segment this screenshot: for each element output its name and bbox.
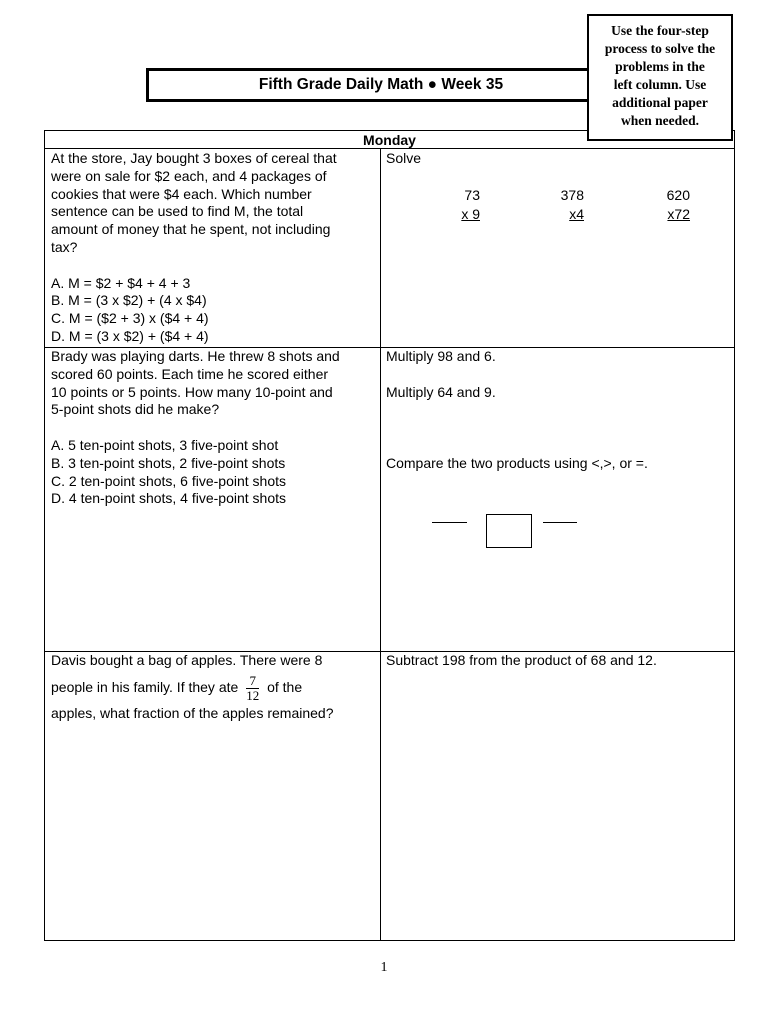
subtract-instruction: Subtract 198 from the product of 68 and 12. <box>386 652 657 668</box>
answer-blank-left <box>432 522 467 523</box>
multiplication-problem-2 <box>554 186 584 223</box>
problem-2-option-b: B. 3 ten-point shots, 2 five-point shots <box>51 454 286 471</box>
problem-3-computation <box>386 652 726 670</box>
problem-1-line: were on sale for $2 each, and 4 packages of <box>51 167 327 184</box>
multiplicand: 73 <box>464 187 480 203</box>
multiplication-problem-3 <box>658 186 690 223</box>
comparison-symbol-box <box>486 514 532 548</box>
problem-1-line: tax? <box>51 238 78 255</box>
problem-1-line: At the store, Jay bought 3 boxes of cereal that <box>51 150 337 166</box>
fraction-numerator: 7 <box>246 674 259 689</box>
instructions-note: Use the four-step process to solve the problems in the left column. Use additional paper when needed. <box>587 14 733 141</box>
solve-label: Solve <box>386 150 422 166</box>
multiplier: x4 <box>569 205 584 222</box>
problem-1-line: amount of money that he spent, not including <box>51 221 331 238</box>
problem-3-word <box>51 652 371 723</box>
problem-2-line: scored 60 points. Each time he scored either <box>51 365 329 382</box>
problem-1-computation <box>386 150 726 346</box>
problem-3-line: apples, what fraction of the apples remained? <box>51 704 334 721</box>
fraction-denominator: 12 <box>246 687 260 703</box>
problem-3-text: of the <box>267 679 303 695</box>
fraction <box>246 674 259 703</box>
problem-1-option-d: D. M = (3 x $2) + ($4 + 4) <box>51 327 209 344</box>
problem-3-text: people in his family. If they ate <box>51 679 239 695</box>
problem-1-word <box>51 150 371 346</box>
problem-1-line: cookies that were $4 each. Which number <box>51 185 312 202</box>
multiply-instruction-2: Multiply 64 and 9. <box>386 383 496 400</box>
multiplier: x 9 <box>461 205 480 222</box>
multiply-instruction-1: Multiply 98 and 6. <box>386 348 496 364</box>
day-header: Monday <box>45 131 734 149</box>
problem-2-line: Brady was playing darts. He threw 8 shots and <box>51 348 340 364</box>
multiplicand: 378 <box>560 187 584 203</box>
column-divider <box>380 149 381 940</box>
page-number: 1 <box>380 960 388 975</box>
problem-1-line: sentence can be used to find M, the total <box>51 203 304 220</box>
worksheet-title <box>146 68 616 102</box>
problem-2-line: 10 points or 5 points. How many 10-point and <box>51 383 333 400</box>
problem-1-option-c: C. M = ($2 + 3) x ($4 + 4) <box>51 310 209 327</box>
problem-2-option-d: D. 4 ten-point shots, 4 five-point shots <box>51 490 287 507</box>
multiplier: x72 <box>667 205 690 222</box>
problem-3-line <box>51 674 371 703</box>
problem-2-line: 5-point shots did he make? <box>51 401 220 418</box>
multiplication-problem-1 <box>450 186 480 223</box>
multiplicand: 620 <box>666 187 690 203</box>
answer-blank-right <box>543 522 577 523</box>
problem-1-option-b: B. M = (3 x $2) + (4 x $4) <box>51 292 207 309</box>
compare-instruction: Compare the two products using <,>, or =. <box>386 454 648 471</box>
problem-2-computation <box>386 348 726 648</box>
problem-1-option-a: A. M = $2 + $4 + 4 + 3 <box>51 274 191 291</box>
problem-2-option-c: C. 2 ten-point shots, 6 five-point shots <box>51 472 287 489</box>
problem-3-line: Davis bought a bag of apples. There were 8 <box>51 652 323 668</box>
problem-2-word <box>51 348 371 508</box>
worksheet-title-text: Fifth Grade Daily Math ● Week 35 <box>258 76 504 93</box>
problem-2-option-a: A. 5 ten-point shots, 3 five-point shot <box>51 436 279 453</box>
worksheet-table <box>44 130 735 941</box>
